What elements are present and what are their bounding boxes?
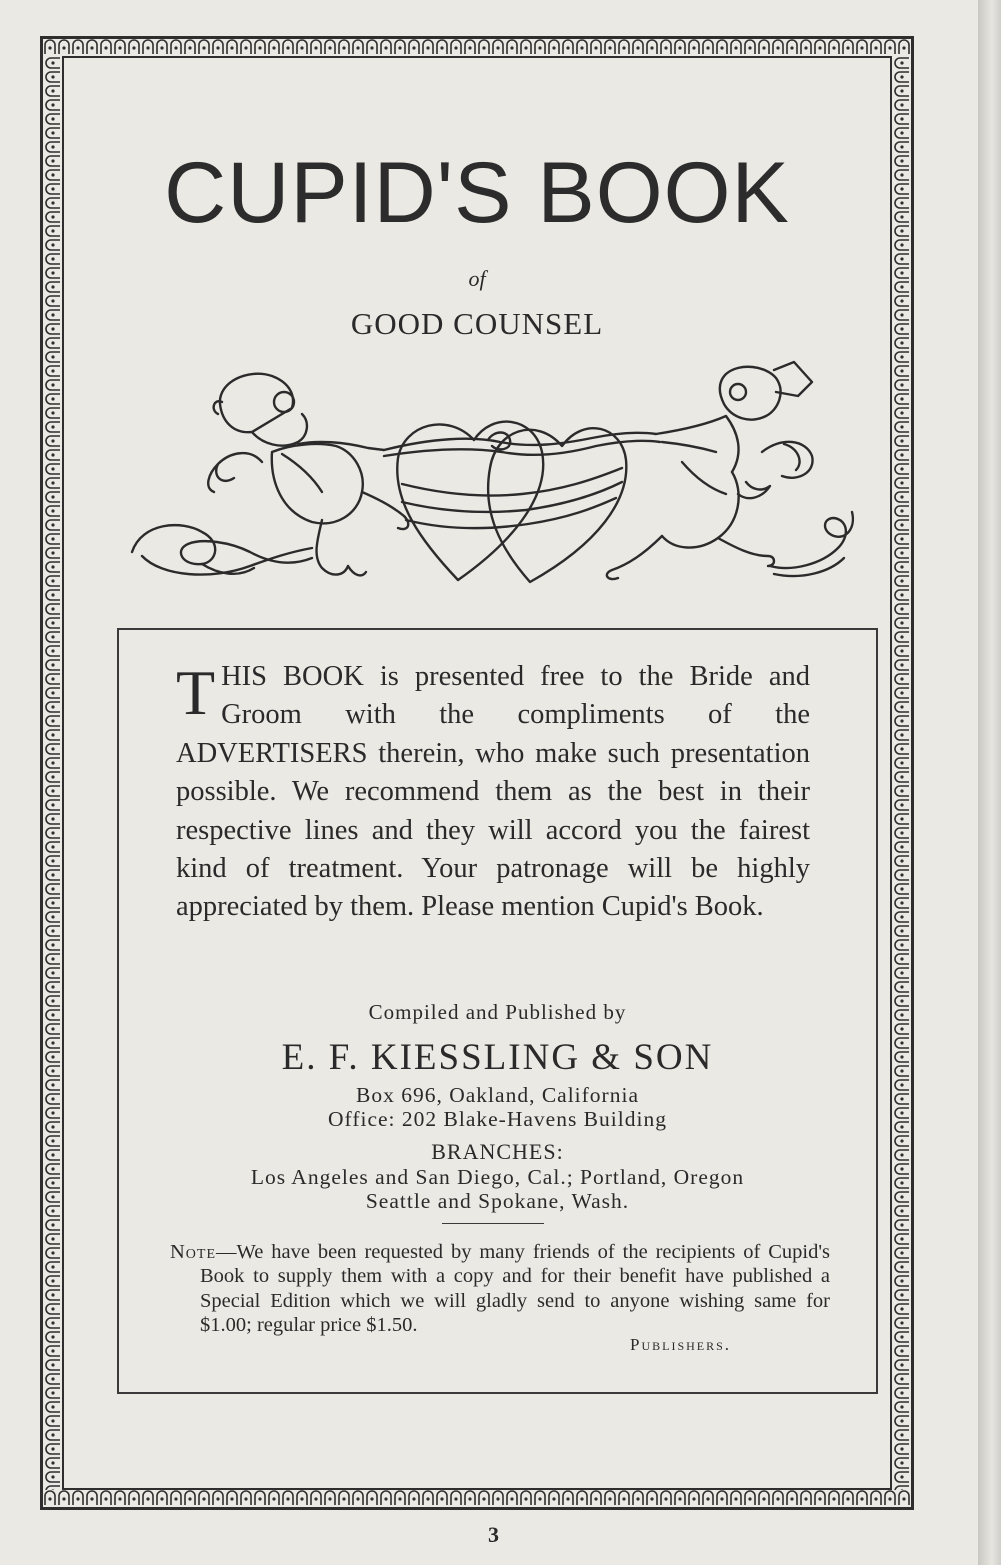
intro-text: HIS BOOK is presented free to the Bride and Groom with the compliments of the ADVERTISERS therein, who make such presentation possible. We recommend them as the best in their respective lines and they will accord you the fairest kind of treatment. Your patronage will be highly appreciated by them. Please mention Cupid's Book. [176, 661, 810, 923]
border-ornament-left [43, 56, 62, 1490]
border-ornament-right [892, 56, 911, 1490]
book-subtitle: GOOD COUNSEL [350, 306, 604, 341]
divider-rule [442, 1223, 544, 1224]
page-number: 3 [488, 1522, 499, 1547]
note-paragraph [170, 1240, 830, 1337]
intro-paragraph [176, 658, 810, 927]
border-ornament-bottom [43, 1490, 911, 1507]
cherubs-hearts-illustration [122, 352, 862, 612]
address-line1: Box 696, Oakland, California [356, 1083, 639, 1107]
border-ornament-top [43, 39, 911, 56]
note-signature: Publishers. [630, 1335, 732, 1354]
book-title: CUPID'S BOOK [164, 145, 790, 241]
publisher-name: E. F. KIESSLING & SON [281, 1037, 714, 1078]
title-of: of [468, 266, 486, 291]
branches-label: BRANCHES: [431, 1139, 564, 1164]
compiled-label: Compiled and Published by [368, 1000, 627, 1024]
branches-line2: Seattle and Spokane, Wash. [365, 1189, 630, 1213]
note-text: —We have been requested by many friends of the recipients of Cupid's Book to supply them with a copy and for their benefit have published a Special Edition which we will gladly send to anyone wishing same for $1.00; regular price $1.50. [200, 1241, 830, 1336]
note-label: Note [170, 1241, 217, 1263]
branches-line1: Los Angeles and San Diego, Cal.; Portland, Oregon [250, 1165, 745, 1189]
intro-dropcap: T [176, 657, 216, 728]
address-line2: Office: 202 Blake-Havens Building [328, 1107, 667, 1131]
page-edge [978, 0, 1001, 1565]
